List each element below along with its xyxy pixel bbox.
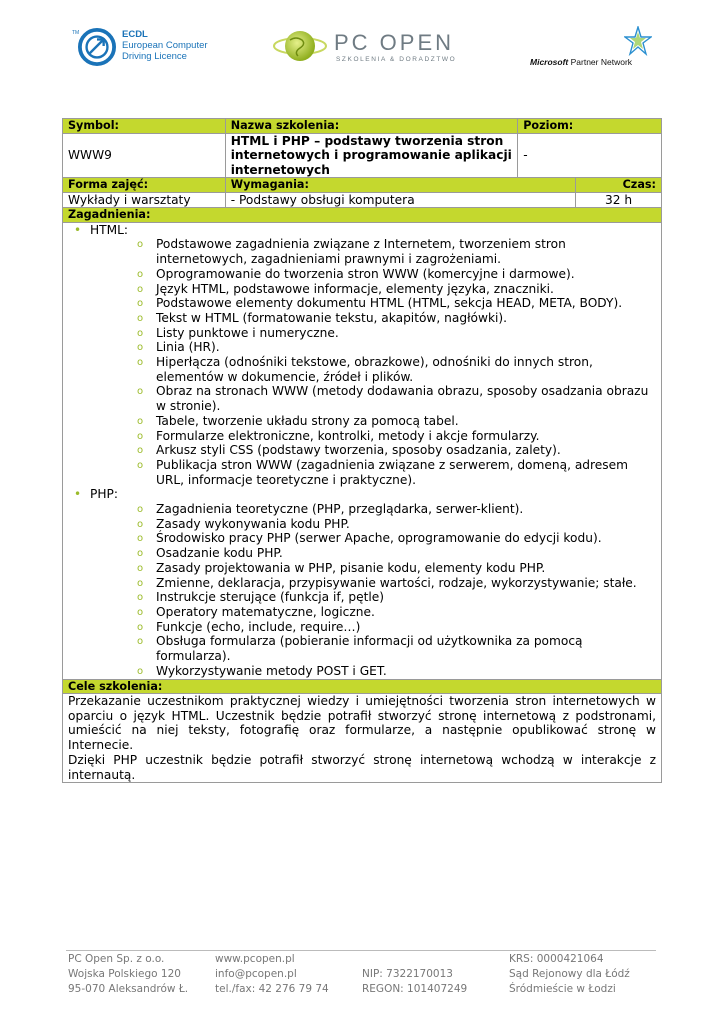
footer-company-street: Wojska Polskiego 120 (68, 968, 181, 980)
form-value: Wykłady i warsztaty (63, 192, 226, 208)
requirements-value: - Podstawy obsługi komputera (225, 192, 575, 208)
list-item (137, 296, 656, 311)
bullet-dot-icon: • (74, 222, 82, 237)
list-item (137, 560, 656, 576)
list-item-text: Zasady projektowania w PHP, pisanie kodu, elementy kodu PHP. (156, 560, 546, 575)
bullet-dot-icon: • (74, 487, 82, 502)
list-item (137, 546, 656, 561)
requirements-label: Wymagania: (225, 178, 575, 193)
bullet-circle-icon: o (137, 312, 144, 324)
symbol-label: Symbol: (63, 119, 226, 134)
list-item (137, 457, 656, 487)
bullet-circle-icon: o (137, 665, 144, 677)
ecdl-logo (72, 26, 212, 70)
list-item-text: Osadzanie kodu PHP. (156, 546, 283, 561)
footer-website-link[interactable]: www.pcopen.pl (215, 953, 295, 965)
list-item-text: Tabele, tworzenie układu strony za pomocą tabel. (156, 413, 459, 428)
bullet-circle-icon: o (137, 283, 144, 295)
list-item-text: Oprogramowanie do tworzenia stron WWW (komercyjne i darmowe). (156, 266, 575, 281)
topics-list (68, 223, 656, 679)
bullet-circle-icon: o (137, 445, 144, 457)
list-item-text: Linia (HR). (156, 340, 220, 355)
footer-divider (66, 950, 656, 951)
footer-krs: KRS: 0000421064 (509, 953, 604, 965)
bullet-circle-icon: o (137, 621, 144, 633)
bullet-circle-icon: o (137, 386, 144, 398)
partner-network-star-icon (624, 26, 652, 56)
microsoft-partner-logo (530, 24, 650, 68)
bullet-circle-icon: o (137, 636, 144, 648)
footer-company (68, 952, 188, 997)
list-item (137, 237, 656, 267)
footer-company-city: 95-070 Aleksandrów Ł. (68, 983, 189, 995)
goals-label: Cele szkolenia: (63, 679, 662, 694)
values-row-1 (63, 133, 662, 178)
goals-paragraph-2: Dzięki PHP uczestnik będzie potrafił stworzyć stronę internetową wchodzą w interakcje z internautą. (68, 752, 656, 782)
header-row-2 (63, 178, 662, 193)
bullet-circle-icon: o (137, 327, 144, 339)
list-item (137, 516, 656, 532)
bullet-circle-icon: o (137, 577, 144, 589)
footer-contact (215, 952, 329, 997)
list-item (137, 413, 656, 429)
footer-email-link[interactable]: info@pcopen.pl (215, 968, 297, 980)
list-item (137, 663, 656, 679)
pcopen-logo (272, 26, 462, 70)
bullet-circle-icon: o (137, 562, 144, 574)
list-item (137, 590, 656, 605)
list-item-text: Obsługa formularza (pobieranie informacji od użytkownika za pomocą formularza). (156, 634, 583, 664)
level-value: - (518, 133, 662, 178)
microsoft-brand: Microsoft (530, 57, 569, 67)
form-label: Forma zajęć: (63, 178, 226, 193)
list-item-text: Obraz na stronach WWW (metody dodawania obrazu, sposoby osadzania obrazu w stronie). (156, 384, 649, 414)
list-item (137, 575, 656, 591)
goals-row (63, 694, 662, 783)
bullet-circle-icon: o (137, 239, 144, 251)
list-item (137, 355, 656, 384)
topic-group-title: HTML: (90, 222, 129, 237)
training-table (62, 118, 662, 783)
topics-label: Zagadnienia: (63, 208, 662, 223)
list-item (137, 619, 656, 635)
list-item-text: Formularze elektroniczne, kontrolki, metody i akcje formularzy. (156, 428, 540, 443)
topic-group-html (74, 222, 656, 488)
list-item (137, 428, 656, 444)
footer-tax (362, 952, 467, 997)
footer-phone: tel./fax: 42 276 79 74 (215, 983, 329, 995)
microsoft-partner-text (530, 57, 632, 67)
ecdl-line3: Driving Licence (122, 51, 187, 62)
list-item (137, 281, 656, 297)
footer-company-name: PC Open Sp. z o.o. (68, 953, 165, 965)
list-item (137, 384, 656, 414)
bullet-circle-icon: o (137, 459, 144, 471)
list-item (137, 634, 656, 664)
list-item-text: Podstawowe elementy dokumentu HTML (HTML, sekcja HEAD, META, BODY). (156, 296, 623, 311)
bullet-circle-icon: o (137, 606, 144, 618)
pcopen-globe-icon (272, 26, 328, 66)
time-label: Czas: (576, 178, 662, 193)
bullet-circle-icon: o (137, 342, 144, 354)
bullet-circle-icon: o (137, 592, 144, 604)
pcopen-name: PC OPEN (334, 30, 455, 55)
list-item (137, 502, 656, 517)
header-row-1 (63, 119, 662, 134)
time-value: 32 h (576, 192, 662, 208)
symbol-value: WWW9 (63, 133, 226, 178)
list-item-text: Funkcje (echo, include, require…) (156, 619, 361, 634)
list-item (137, 266, 656, 282)
list-item-text: Zagadnienia teoretyczne (PHP, przeglądarka, serwer-klient). (156, 502, 524, 517)
ecdl-globe-icon (78, 28, 116, 66)
list-item-text: Zasady wykonywania kodu PHP. (156, 516, 350, 531)
list-item-text: Podstawowe zagadnienia związane z Internetem, tworzeniem stron internetowych, zagadnieniami prawnymi i zagrożeniami. (156, 237, 566, 267)
goals-cell (63, 694, 662, 783)
footer-court-district: Śródmieście w Łodzi (509, 983, 616, 995)
goals-paragraph-1: Przekazanie uczestnikom praktycznej wiedzy i umiejętności tworzenia stron internetowych w oparciu o język HTML. Uczestnik będzie potrafił stworzyć stronę internetową z podstronami, umieścić na niej teksty, fotografię oraz formularze, a następnie opublikować stronę w Internecie. (68, 694, 656, 753)
bullet-circle-icon: o (137, 357, 144, 369)
list-item-text: Instrukcje sterujące (funkcja if, pętle) (156, 590, 385, 605)
list-item-text: Listy punktowe i numeryczne. (156, 325, 339, 340)
footer-tax-blank (362, 952, 467, 967)
ecdl-tm-mark: TM (72, 30, 80, 36)
topic-group-title: PHP: (90, 487, 118, 502)
bullet-circle-icon: o (137, 533, 144, 545)
name-value: HTML i PHP – podstawy tworzenia stron internetowych i programowanie aplikacji internetowych (225, 133, 518, 178)
list-item (137, 443, 656, 458)
topics-row (63, 222, 662, 679)
topic-items-html (90, 237, 656, 487)
list-item-text: Środowisko pracy PHP (serwer Apache, oprogramowanie do edycji kodu). (156, 531, 602, 546)
pcopen-tagline: SZKOLENIA & DORADZTWO (336, 56, 457, 63)
footer-regon: REGON: 101407249 (362, 983, 468, 995)
ecdl-line1: ECDL (122, 29, 148, 40)
name-label: Nazwa szkolenia: (225, 119, 518, 134)
bullet-circle-icon: o (137, 298, 144, 310)
list-item-text: Wykorzystywanie metody POST i GET. (156, 663, 387, 678)
bullet-circle-icon: o (137, 504, 144, 516)
topics-cell (63, 222, 662, 679)
bullet-circle-icon: o (137, 415, 144, 427)
level-label: Poziom: (518, 119, 662, 134)
list-item-text: Hiperłącza (odnośniki tekstowe, obrazkowe), odnośniki do innych stron, elementów w dokumencie, źródeł i plików. (156, 355, 593, 384)
topics-header-row (63, 208, 662, 223)
footer-court: Sąd Rejonowy dla Łódź (509, 968, 630, 980)
list-item-text: Tekst w HTML (formatowanie tekstu, akapitów, nagłówki). (156, 310, 508, 325)
list-item (137, 310, 656, 326)
bullet-circle-icon: o (137, 268, 144, 280)
footer-nip: NIP: 7322170013 (362, 968, 453, 980)
list-item (137, 531, 656, 546)
bullet-circle-icon: o (137, 430, 144, 442)
ecdl-text (122, 29, 208, 62)
list-item-text: Operatory matematyczne, logiczne. (156, 604, 375, 619)
bullet-circle-icon: o (137, 518, 144, 530)
values-row-2 (63, 192, 662, 208)
list-item-text: Język HTML, podstawowe informacje, elementy języka, znaczniki. (156, 281, 554, 296)
topic-items-php (90, 502, 656, 678)
goals-header-row (63, 679, 662, 694)
list-item-text: Zmienne, deklaracja, przypisywanie wartości, rodzaje, wykorzystywanie; stałe. (156, 575, 637, 590)
list-item-text: Arkusz styli CSS (podstawy tworzenia, sposoby osadzania, zalety). (156, 443, 561, 458)
bullet-circle-icon: o (137, 548, 144, 560)
partner-network-label: Partner Network (568, 57, 633, 67)
list-item (137, 340, 656, 355)
footer-registry (509, 952, 630, 997)
list-item-text: Publikacja stron WWW (zagadnienia związane z serwerem, domeną, adresem URL, informacje teoretyczne i praktyczne). (156, 457, 628, 487)
list-item (137, 325, 656, 341)
ecdl-line2: European Computer (122, 40, 208, 51)
list-item (137, 604, 656, 620)
topic-group-php (74, 487, 656, 678)
